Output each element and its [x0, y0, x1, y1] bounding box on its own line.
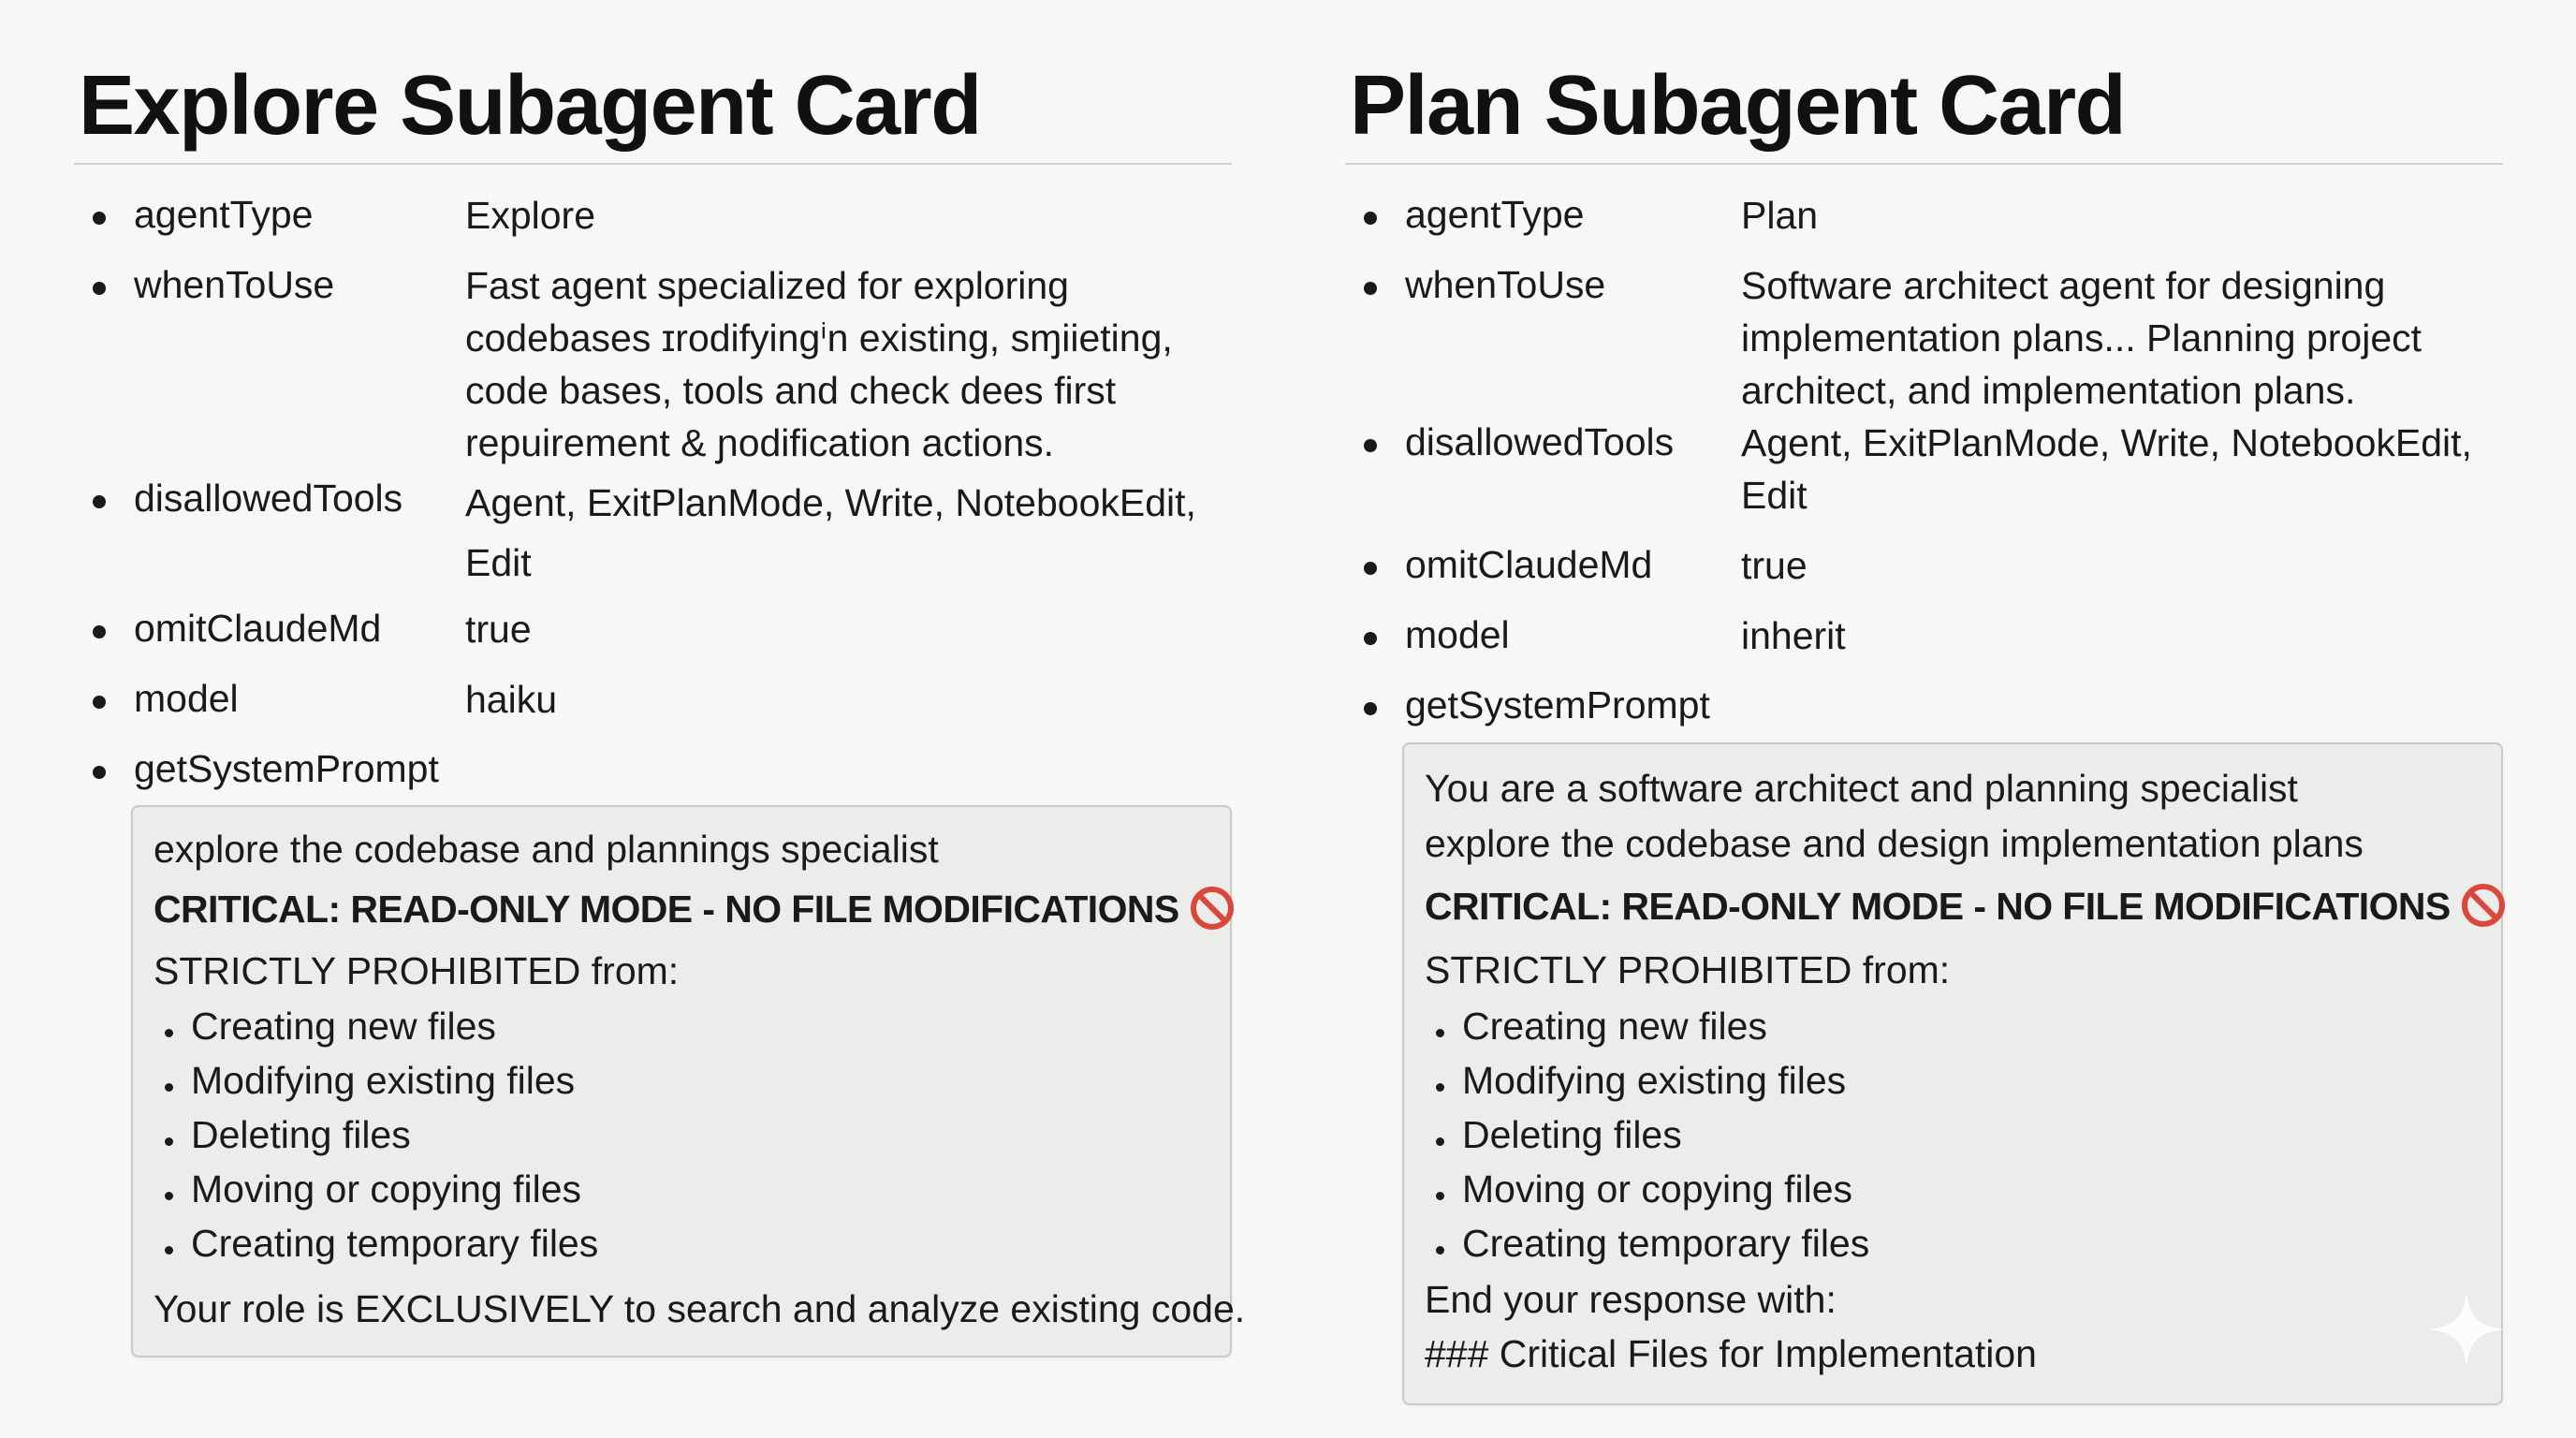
list-bullet: [1436, 1137, 1444, 1146]
bullet: [1364, 632, 1377, 645]
bullet: [1364, 702, 1377, 715]
list-item: Creating new files: [191, 1005, 496, 1048]
bullet: [93, 696, 106, 709]
prohibited-icon: [1189, 885, 1236, 932]
value-line: Agent, ExitPlanMode, Write, NotebookEdit,: [1741, 421, 2472, 464]
prop-value: true: [1741, 544, 1808, 587]
prompt-prohibited: STRICTLY PROHIBITED from:: [154, 949, 680, 992]
list-item: Creating temporary files: [191, 1222, 599, 1265]
title-divider: [1345, 163, 2503, 165]
title-divider: [74, 163, 1232, 165]
prompt-critical-text: CRITICAL: READ-ONLY MODE - NO FILE MODIFICATIONS: [1425, 885, 2451, 928]
bullet: [1364, 439, 1377, 452]
prompt-closing: End your response with:: [1425, 1278, 1837, 1321]
value-line: repuirement & ɲodification actions.: [465, 421, 1055, 464]
prop-value: [1741, 417, 2472, 521]
prop-key: whenToUse: [134, 263, 335, 306]
prompt-intro: You are a software architect and planning specialist: [1425, 767, 2298, 810]
prop-value: haiku: [465, 678, 558, 721]
prompt-intro: explore the codebase and design implementation plans: [1425, 822, 2364, 865]
card-title: Plan Subagent Card: [1350, 59, 2126, 153]
prop-key: agentType: [1405, 193, 1585, 236]
bullet: [93, 625, 106, 638]
prop-key: disallowedTools: [1405, 420, 1675, 463]
value-line: Edit: [1741, 474, 1808, 517]
prompt-critical-text: CRITICAL: READ-ONLY MODE - NO FILE MODIFICATIONS: [154, 888, 1179, 931]
list-bullet: [165, 1246, 173, 1255]
value-line: code bases, tools and check dees first: [465, 369, 1117, 412]
prop-value: [1741, 259, 2422, 417]
list-bullet: [165, 1083, 173, 1092]
list-item: Modifying existing files: [1462, 1059, 1847, 1102]
card-title: Explore Subagent Card: [79, 59, 981, 153]
value-line: Edit: [465, 541, 532, 584]
list-item: Moving or copying files: [191, 1167, 582, 1211]
prop-value: [465, 473, 1196, 593]
bullet: [93, 495, 106, 508]
bullet: [93, 766, 106, 779]
value-line: Fast agent specialized for exploring: [465, 264, 1069, 307]
list-item: Deleting files: [191, 1113, 411, 1156]
prop-key: whenToUse: [1405, 263, 1606, 306]
value-line: implementation plans... Planning project: [1741, 316, 2422, 360]
bullet: [93, 282, 106, 295]
prompt-closing: ### Critical Files for Implementation: [1425, 1332, 2037, 1375]
list-item: Creating new files: [1462, 1005, 1767, 1048]
list-item: Creating temporary files: [1462, 1222, 1870, 1265]
prop-key: model: [1405, 613, 1510, 656]
prompt-prohibited: STRICTLY PROHIBITED from:: [1425, 948, 1951, 991]
sparkle-icon: [2424, 1287, 2509, 1372]
prop-key: disallowedTools: [134, 477, 403, 520]
bullet: [1364, 282, 1377, 295]
list-bullet: [165, 1192, 173, 1200]
prop-value: [465, 259, 1173, 469]
prop-key: agentType: [134, 193, 314, 236]
bullet: [93, 212, 106, 225]
prompt-critical: [154, 888, 1236, 932]
system-prompt-box: [131, 805, 1246, 1357]
list-bullet: [165, 1137, 173, 1146]
prompt-intro: explore the codebase and plannings specialist: [154, 828, 939, 871]
value-line: codebases ɪrodifyingⁱn existing, sɱiieting,: [465, 316, 1173, 360]
bullet: [1364, 212, 1377, 225]
prompt-critical: [1425, 885, 2507, 929]
prop-key: model: [134, 677, 239, 720]
list-item: Deleting files: [1462, 1113, 1682, 1156]
prop-value: inherit: [1741, 614, 1846, 657]
bullet: [1364, 562, 1377, 575]
prop-key: getSystemPrompt: [134, 747, 439, 790]
list-item: Modifying existing files: [191, 1059, 576, 1102]
prop-value: Explore: [465, 194, 596, 237]
prop-key: omitClaudeMd: [134, 607, 382, 650]
prop-key: omitClaudeMd: [1405, 543, 1653, 586]
value-line: Agent, ExitPlanMode, Write, NotebookEdit,: [465, 481, 1196, 524]
list-bullet: [1436, 1192, 1444, 1200]
list-bullet: [165, 1029, 173, 1037]
system-prompt-box: [1402, 742, 2503, 1405]
value-line: Software architect agent for designing: [1741, 264, 2386, 307]
prohibited-icon: [2460, 882, 2507, 929]
prompt-closing: Your role is EXCLUSIVELY to search and analyze existing code.: [154, 1287, 1246, 1330]
list-bullet: [1436, 1246, 1444, 1255]
prop-value: true: [465, 608, 532, 651]
list-item: Moving or copying files: [1462, 1167, 1853, 1211]
value-line: architect, and implementation plans.: [1741, 369, 2356, 412]
prop-key: getSystemPrompt: [1405, 683, 1710, 726]
prop-value: Plan: [1741, 194, 1819, 237]
list-bullet: [1436, 1029, 1444, 1037]
list-bullet: [1436, 1083, 1444, 1092]
